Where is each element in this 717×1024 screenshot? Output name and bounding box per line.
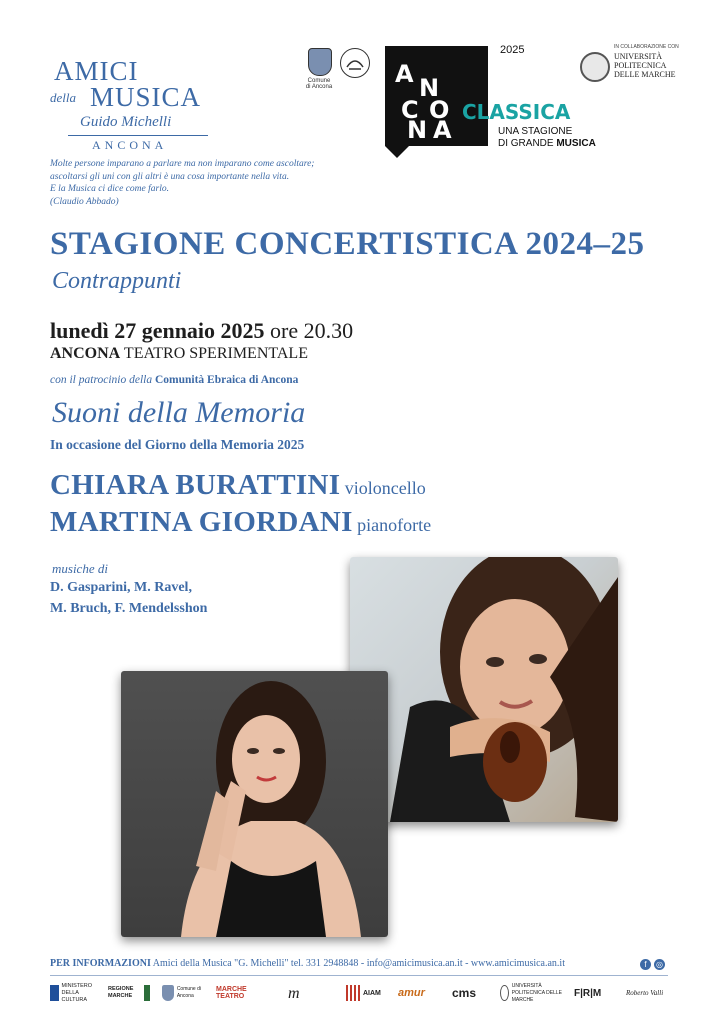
sponsor-label: UNIVERSITÀ POLITECNICA DELLE MARCHE xyxy=(511,982,563,1003)
univpm-name xyxy=(614,52,676,79)
artist-instrument: pianoforte xyxy=(352,515,432,535)
sponsor-label: MARCHE TEATRO xyxy=(216,986,247,1000)
sponsor-ministero xyxy=(50,982,102,1004)
quote-line: ascoltarsi gli uni con gli altri è una cosa importante nella vita. xyxy=(50,171,290,182)
event-venue xyxy=(50,345,308,363)
ancona-classica-word: CLASSICA xyxy=(462,100,571,124)
footer-divider xyxy=(50,975,668,976)
artist-instrument: violoncello xyxy=(340,478,426,498)
info-text: Amici della Musica "G. Michelli" tel. 331 2948848 - info@amicimusica.an.it - www.amicimusica.an.it xyxy=(150,958,565,969)
univpm-seal-icon xyxy=(580,52,610,82)
aiam-icon xyxy=(346,985,360,1001)
quote-author: (Claudio Abbado) xyxy=(50,196,119,207)
facebook-icon[interactable]: f xyxy=(640,959,651,970)
abbado-quote xyxy=(50,158,350,208)
venue-city: ANCONA xyxy=(50,345,121,362)
sponsor-marche-teatro xyxy=(216,982,276,1004)
sponsor-cms xyxy=(452,982,488,1004)
ac-letter: O xyxy=(429,96,450,124)
sponsor-comune xyxy=(162,982,208,1004)
patron-org: Comunità Ebraica di Ancona xyxy=(154,374,299,386)
amici-della-musica-logo xyxy=(50,48,220,156)
univpm-name-line: UNIVERSITÀ xyxy=(614,52,662,61)
univpm-collab-label: IN COLLABORAZIONE CON xyxy=(614,44,679,50)
tagline-bold: MUSICA xyxy=(556,138,596,149)
logo-amici-text: AMICI xyxy=(54,56,139,86)
sponsor-label: F|R|M xyxy=(574,987,602,999)
artist-name: CHIARA BURATTINI xyxy=(50,469,341,501)
univpm-name-line: DELLE MARCHE xyxy=(614,70,676,79)
sponsor-label: m xyxy=(288,984,300,1002)
sponsor-roberto-valli xyxy=(626,982,668,1004)
artist-name: MARTINA GIORDANI xyxy=(50,506,353,538)
ancona-classica-tagline-2 xyxy=(498,138,596,149)
logo-divider xyxy=(68,135,208,136)
sponsor-m xyxy=(288,982,334,1004)
composers-line-1: D. Gasparini, M. Ravel, xyxy=(50,580,192,595)
venue-name: TEATRO SPERIMENTALE xyxy=(120,345,308,362)
patron-prefix: con il patrocinio della xyxy=(50,374,155,386)
ancona-classica-logo xyxy=(385,46,488,146)
comune-crest-icon xyxy=(308,48,332,76)
logo-ancona-text: ANCONA xyxy=(92,138,168,152)
ac-letter: C xyxy=(401,96,419,124)
ac-letter: N xyxy=(419,74,440,102)
logo-della-text: della xyxy=(50,90,76,105)
info-label: PER INFORMAZIONI xyxy=(50,958,151,969)
event-patronage xyxy=(50,374,298,386)
concert-title: Suoni della Memoria xyxy=(52,396,306,429)
artist-2 xyxy=(50,506,431,539)
logo-musica-text: MUSICA xyxy=(90,82,202,112)
univpm-seal-icon xyxy=(500,985,509,1001)
ac-letter: N xyxy=(407,116,428,144)
footer-info xyxy=(50,958,668,970)
sponsor-frm xyxy=(574,982,616,1004)
sponsor-label: cms xyxy=(452,985,477,1000)
logo-guido-text: Guido Michelli xyxy=(80,114,172,130)
sponsor-regione xyxy=(108,982,150,1004)
instagram-icon[interactable]: ◎ xyxy=(654,959,665,970)
sponsor-label: AIAM xyxy=(363,989,381,997)
ancona-seal-icon xyxy=(340,48,370,78)
ac-letter: A xyxy=(395,60,414,88)
sponsor-label: Roberto Valli xyxy=(626,988,664,997)
quote-line: Molte persone imparano a parlare ma non imparano come ascoltare; xyxy=(50,159,315,169)
ancona-classica-pointer xyxy=(385,146,409,158)
ministero-icon xyxy=(50,985,59,1001)
season-subtitle: Contrappunti xyxy=(52,268,182,294)
sponsor-univpm xyxy=(500,982,562,1004)
sponsor-label: amur xyxy=(398,986,425,999)
ancona-classica-year: 2025 xyxy=(500,44,525,56)
tagline-prefix: DI GRANDE xyxy=(498,138,557,149)
comune-ancona-logo xyxy=(305,48,333,90)
sponsor-label: REGIONE MARCHE xyxy=(108,986,134,999)
event-date xyxy=(50,318,353,344)
comune-crest-icon xyxy=(162,985,174,1001)
comune-label: Comune di Ancona xyxy=(305,78,333,90)
sponsor-amur xyxy=(398,982,438,1004)
cellist-photo xyxy=(350,557,618,822)
event-time: ore 20.30 xyxy=(264,318,354,343)
regione-icon xyxy=(144,985,150,1001)
ac-letter: A xyxy=(433,116,452,144)
music-label: musiche di xyxy=(52,561,108,576)
pianist-photo xyxy=(121,671,388,937)
composers-line-2: M. Bruch, F. Mendelsshon xyxy=(50,601,208,616)
ancona-classica-tagline-1: UNA STAGIONE xyxy=(498,126,573,137)
sponsor-label: MINISTERO DELLA CULTURA xyxy=(61,982,93,1003)
sponsor-label: Comune di Ancona xyxy=(176,986,201,999)
quote-line: E la Musica ci dice come farlo. xyxy=(50,184,169,194)
concert-occasion: In occasione del Giorno della Memoria 2025 xyxy=(50,437,305,452)
artist-1 xyxy=(50,469,426,502)
univpm-name-line: POLITECNICA xyxy=(614,61,667,70)
sponsor-aiam xyxy=(346,982,386,1004)
event-date-bold: lunedì 27 gennaio 2025 xyxy=(50,318,265,343)
season-title: STAGIONE CONCERTISTICA 2024–25 xyxy=(50,226,645,262)
